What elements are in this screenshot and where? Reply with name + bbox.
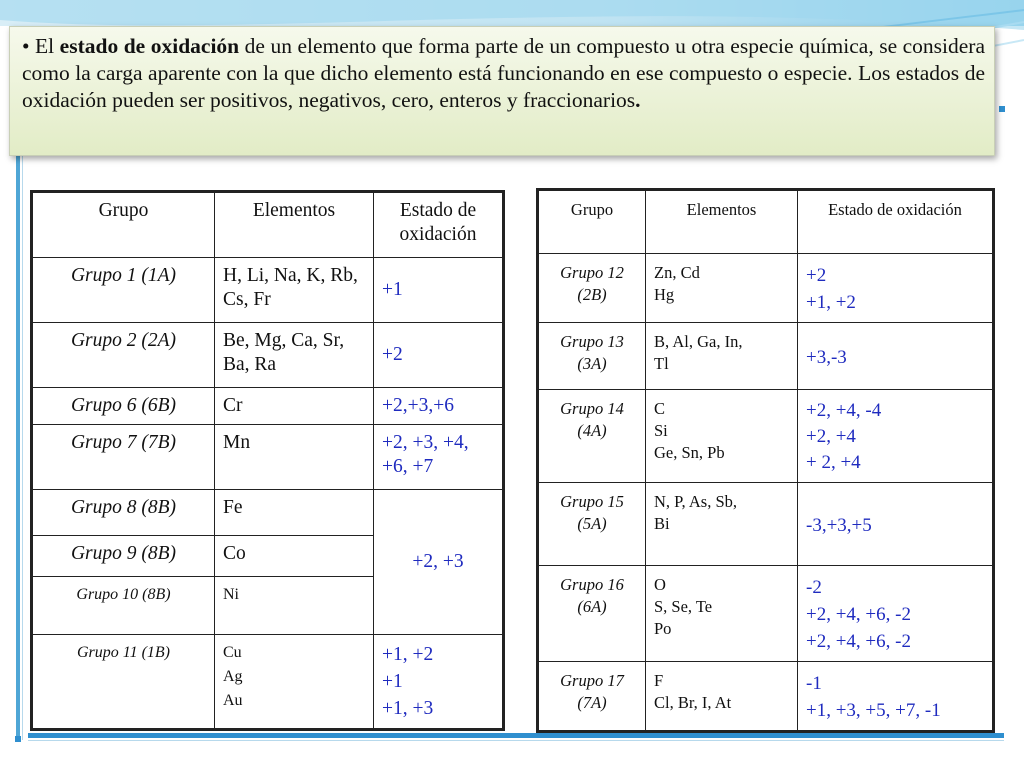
states-cell <box>374 635 504 730</box>
element-line: Tl <box>654 354 669 373</box>
bottom-accent-line-thin <box>28 740 1004 741</box>
intro-el: El <box>35 34 55 58</box>
group-line: Grupo 14 <box>560 399 624 418</box>
states-cell: +3,-3 <box>798 323 994 390</box>
states-cell: +2,+3,+6 <box>374 388 504 425</box>
group-line: Grupo 17 <box>560 671 624 690</box>
states-cell: +2, +3, +4, +6, +7 <box>374 425 504 490</box>
table-row <box>538 662 994 732</box>
states-cell-merged: +2, +3 <box>374 490 504 635</box>
elements-cell <box>646 662 798 732</box>
header-grupo: Grupo <box>32 192 215 258</box>
elements-cell <box>646 323 798 390</box>
group-cell: Grupo 1 (1A) <box>32 258 215 323</box>
state-line: + 2, +4 <box>806 452 861 473</box>
group-cell: Grupo 11 (1B) <box>32 635 215 730</box>
table-row <box>32 323 504 388</box>
intro-term: estado de oxidación <box>59 34 240 58</box>
element-line: Po <box>654 619 672 638</box>
group-line: Grupo 15 <box>560 492 624 511</box>
element-line: C <box>654 399 666 418</box>
element-line: Si <box>654 421 668 440</box>
elements-cell <box>646 390 798 483</box>
state-line: +2, +4, +6, -2 <box>806 604 911 625</box>
element-line: Zn, Cd <box>654 263 700 282</box>
header-elementos: Elementos <box>646 190 798 254</box>
table-row <box>32 258 504 323</box>
group-line: (7A) <box>577 693 607 712</box>
table-row <box>538 390 994 483</box>
accent-square <box>15 736 21 742</box>
elements-cell: Be, Mg, Ca, Sr, Ba, Ra <box>215 323 374 388</box>
table-header-row <box>538 190 994 254</box>
elements-cell <box>646 254 798 323</box>
intro-text-box <box>9 26 995 156</box>
group-cell: Grupo 2 (2A) <box>32 323 215 388</box>
element-line: Cu <box>223 644 242 661</box>
table-row <box>538 254 994 323</box>
element-line: Cl, Br, I, At <box>654 693 732 712</box>
elements-cell: Co <box>215 536 374 577</box>
states-cell: +1 <box>374 258 504 323</box>
state-line: +1, +2 <box>382 644 434 665</box>
group-cell <box>538 323 646 390</box>
element-line: O <box>654 575 666 594</box>
group-line: (5A) <box>577 514 607 533</box>
accent-square <box>999 106 1005 112</box>
state-line: +1, +3 <box>382 698 434 719</box>
group-line: (4A) <box>577 421 607 440</box>
table-row <box>32 425 504 490</box>
header-estado: Estado de oxidación <box>798 190 994 254</box>
states-cell <box>798 662 994 732</box>
group-cell: Grupo 9 (8B) <box>32 536 215 577</box>
elements-cell <box>646 566 798 662</box>
left-oxidation-table <box>30 190 505 731</box>
group-cell <box>538 566 646 662</box>
element-line: Hg <box>654 285 675 304</box>
table-row <box>538 323 994 390</box>
header-estado: Estado de oxidación <box>374 192 504 258</box>
table-header-row <box>32 192 504 258</box>
table-row <box>538 483 994 566</box>
table-row <box>32 635 504 730</box>
group-cell <box>538 390 646 483</box>
group-cell <box>538 254 646 323</box>
element-line: S, Se, Te <box>654 597 713 616</box>
bottom-accent-line <box>28 733 1004 738</box>
group-cell <box>538 662 646 732</box>
right-oxidation-table <box>536 188 995 733</box>
state-line: +2 <box>806 265 827 286</box>
group-line: Grupo 13 <box>560 332 624 351</box>
element-line: N, P, As, Sb, <box>654 492 737 511</box>
intro-text: de un elemento que forma parte de un compuesto u otra especie química, se considera como la carga aparente con la que dicho elemento está funcionando en ese compuesto o especie. Los estados de oxidación pueden ser positivos, negativos, cero, enteros y fraccionarios <box>22 34 986 112</box>
header-elementos: Elementos <box>215 192 374 258</box>
group-cell <box>538 483 646 566</box>
element-line: B, Al, Ga, In, <box>654 332 743 351</box>
group-cell: Grupo 6 (6B) <box>32 388 215 425</box>
group-line: (6A) <box>577 597 607 616</box>
group-cell: Grupo 8 (8B) <box>32 490 215 536</box>
state-line: +2, +4, -4 <box>806 400 882 421</box>
state-line: -2 <box>806 577 822 598</box>
table-row <box>538 566 994 662</box>
state-line: +1 <box>382 671 403 692</box>
group-line: (2B) <box>577 285 607 304</box>
table-row <box>32 388 504 425</box>
elements-cell: Cr <box>215 388 374 425</box>
elements-cell: Mn <box>215 425 374 490</box>
elements-cell: H, Li, Na, K, Rb, Cs, Fr <box>215 258 374 323</box>
group-line: (3A) <box>577 354 607 373</box>
table-row <box>32 490 504 536</box>
elements-cell: Ni <box>215 577 374 635</box>
states-cell: +2 <box>374 323 504 388</box>
state-line: +1, +2 <box>806 292 856 313</box>
elements-cell <box>646 483 798 566</box>
elements-cell: Fe <box>215 490 374 536</box>
state-line: -1 <box>806 673 822 694</box>
header-grupo: Grupo <box>538 190 646 254</box>
states-cell <box>798 566 994 662</box>
element-line: Ag <box>223 668 243 685</box>
elements-cell <box>215 635 374 730</box>
bullet: • <box>22 34 30 58</box>
group-line: Grupo 12 <box>560 263 624 282</box>
left-accent-line-thin <box>22 150 23 740</box>
element-line: Bi <box>654 514 670 533</box>
states-cell <box>798 254 994 323</box>
state-line: +2, +4 <box>806 426 856 447</box>
states-cell: -3,+3,+5 <box>798 483 994 566</box>
left-accent-line <box>16 150 20 740</box>
state-line: +2, +4, +6, -2 <box>806 631 911 652</box>
group-cell: Grupo 7 (7B) <box>32 425 215 490</box>
states-cell <box>798 390 994 483</box>
group-cell: Grupo 10 (8B) <box>32 577 215 635</box>
element-line: Au <box>223 692 243 709</box>
element-line: Ge, Sn, Pb <box>654 443 725 462</box>
intro-end: . <box>635 88 641 112</box>
element-line: F <box>654 671 664 690</box>
state-line: +1, +3, +5, +7, -1 <box>806 700 941 721</box>
group-line: Grupo 16 <box>560 575 624 594</box>
